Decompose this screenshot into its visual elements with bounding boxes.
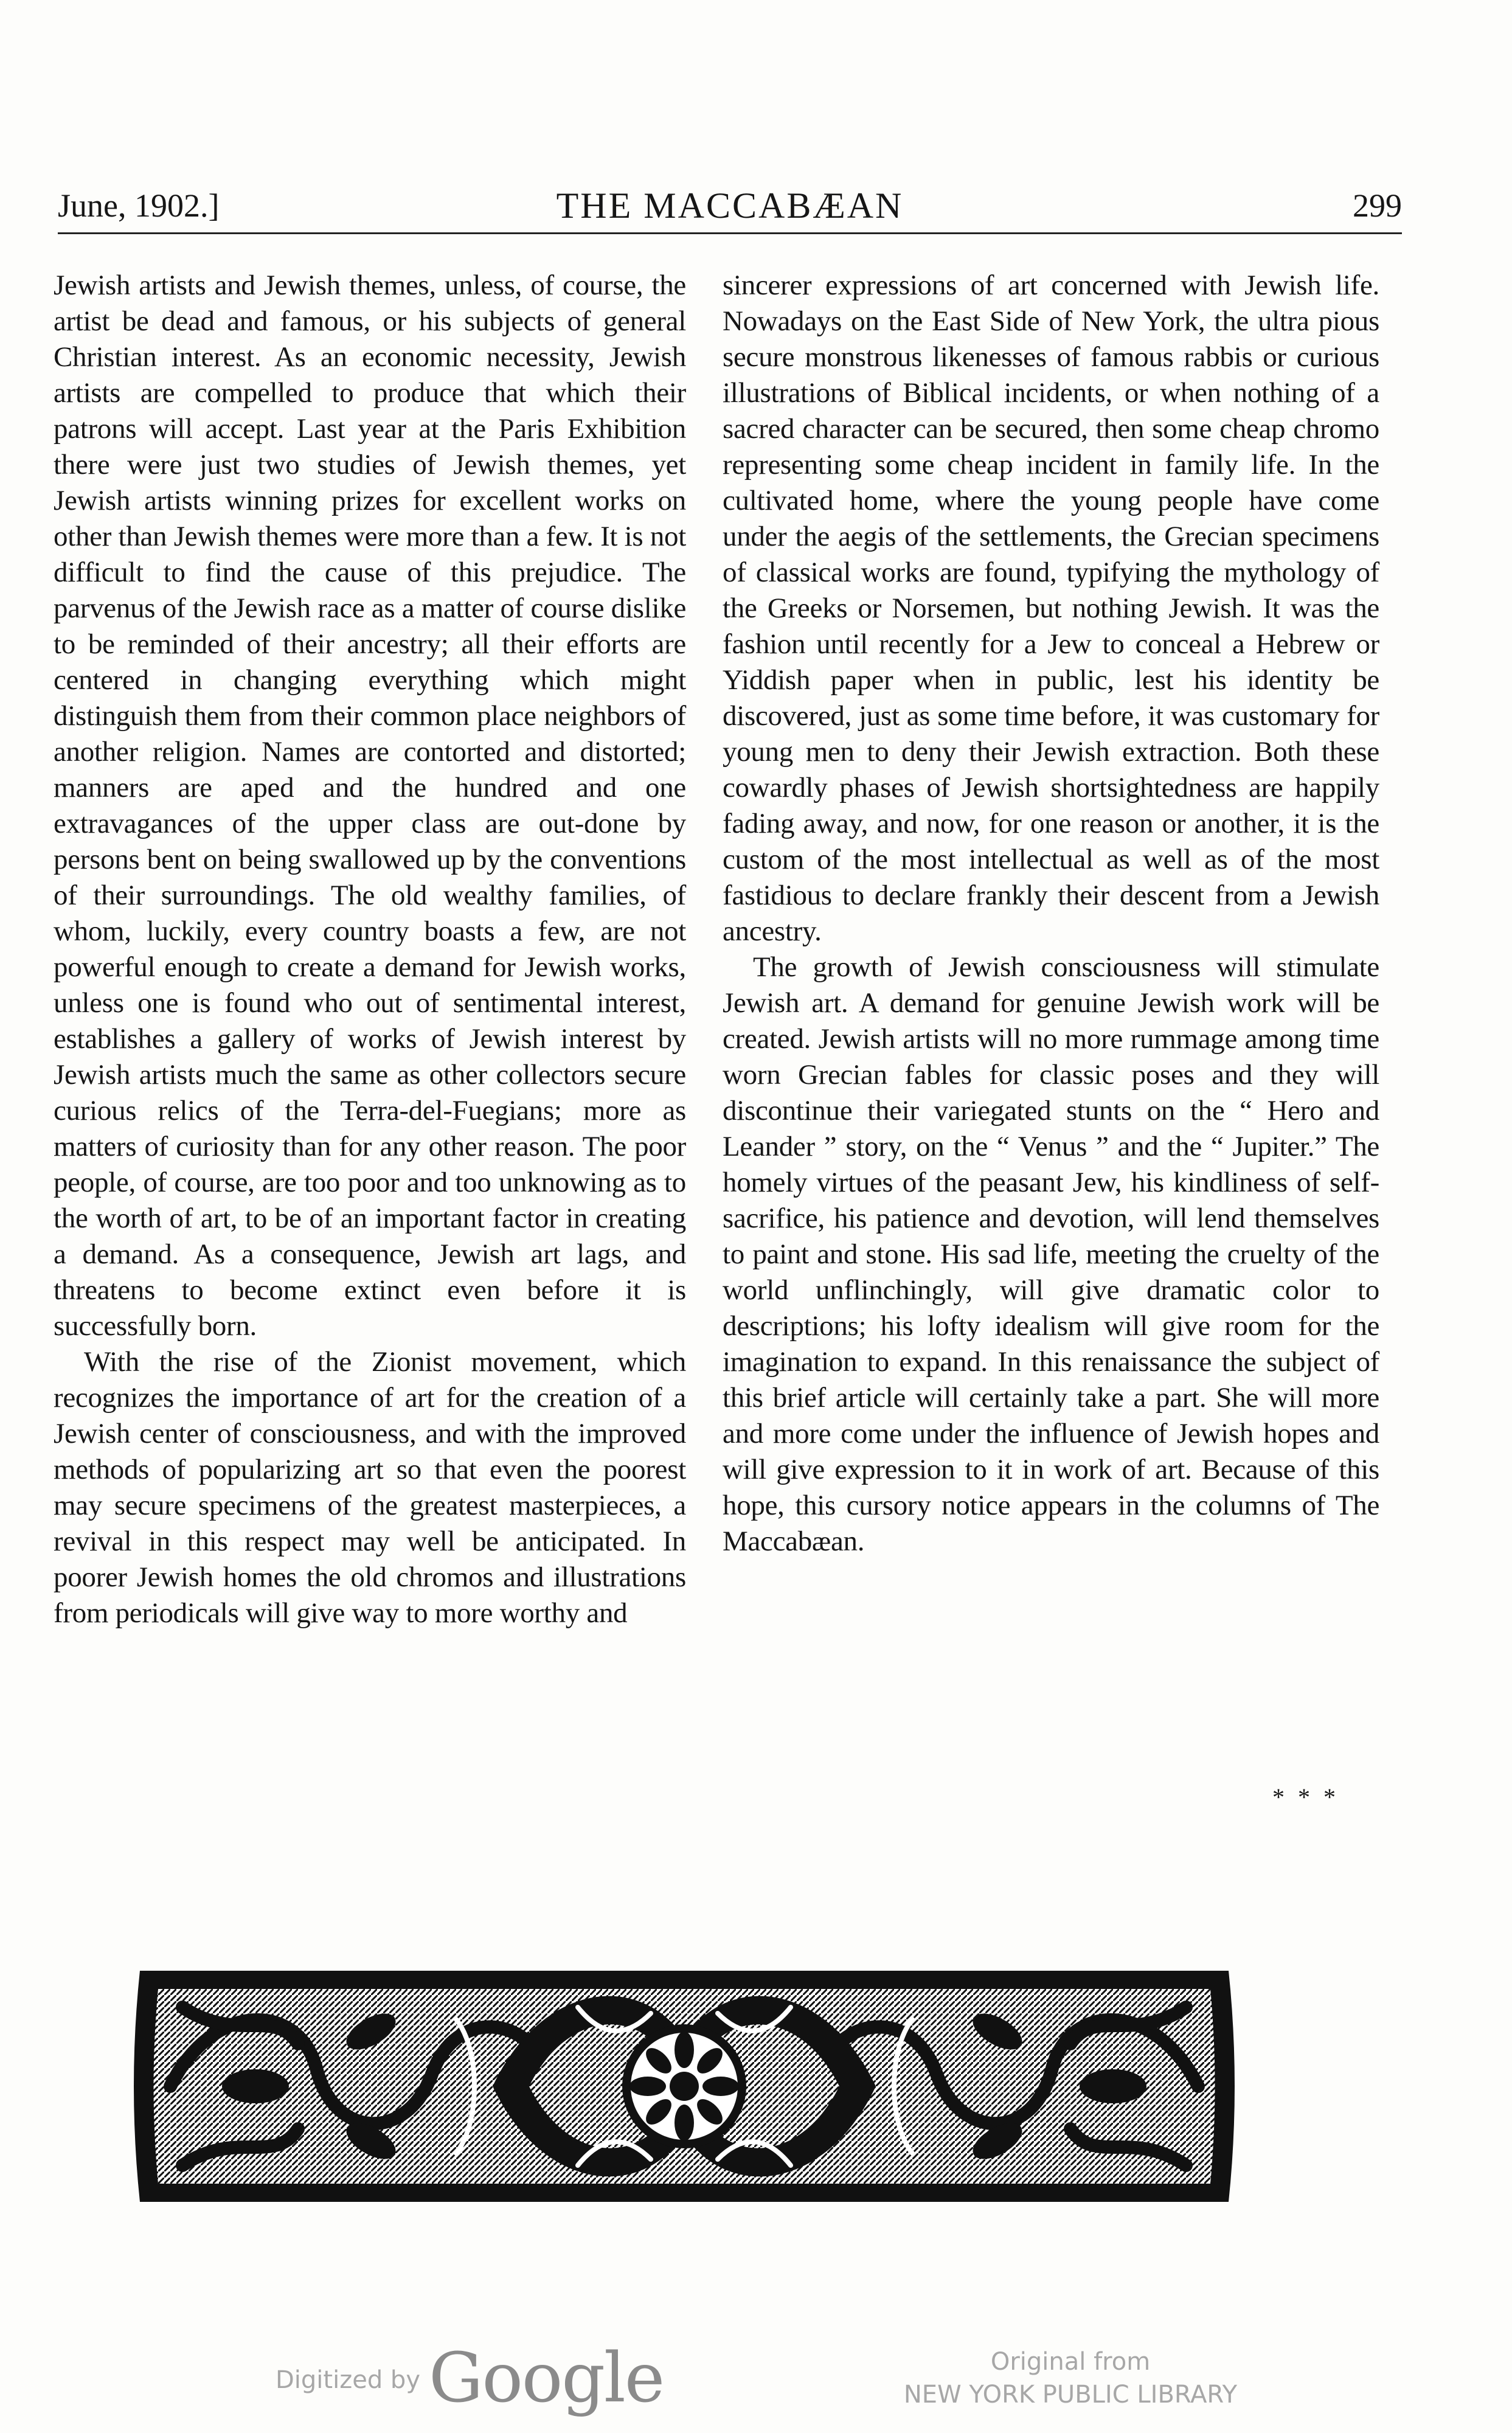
source-library-watermark — [876, 2345, 1265, 2411]
paragraph: With the rise of the Zionist movement, which recognizes the importance of art for the creation of a Jewish center of consciousness, and with the improved methods of popularizing art so that even the poorest may secure specimens of the greatest masterpieces, a revival in this respect may well be anticipated. In poorer Jewish homes the old chromos and illustrations from periodicals will give way to more worthy and — [54, 1346, 686, 1629]
google-logo: Google — [429, 2339, 664, 2418]
right-column — [723, 268, 1379, 1560]
digitized-by-label: Digitized by — [276, 2366, 420, 2394]
paragraph: The growth of Jewish consciousness will stimulate Jewish art. A demand for genuine Jewish work will be created. Jewish artists will no more rummage among time worn Grecian fables for classic poses and they will discontinue their variegated stunts on the “ Hero and Leander ” story, on the “ Venus ” and the “ Jupiter.” The homely virtues of the peasant Jew, his kindliness of self-sacrifice, his patience and devotion, will lend themselves to paint and stone. His sad life, meeting the cruelty of the world unflinchingly, will give dramatic color to descriptions; his lofty idealism will give room for the imagination to expand. In this renaissance the subject of this brief article will certainly take a part. She will more and more come under the influence of Jewish hopes and will give expression to it in work of art. Because of this hope, this cursory notice appears in the columns of The Maccabæan. — [723, 951, 1379, 1557]
page-number: 299 — [1353, 187, 1402, 224]
floral-tailpiece-ornament — [116, 1946, 1253, 2226]
journal-title: THE MACCABÆAN — [556, 186, 904, 226]
paragraph: Jewish artists and Jewish themes, unless, of course, the artist be dead and famous, or his subjects of general Christian interest. As an economic necessity, Jewish artists are compelled to produce that which their patrons will accept. Last year at the Paris Exhibition there were just two studies of Jewish themes, yet Jewish artists winning prizes for excellent works on other than Jewish themes were more than a few. It is not difficult to find the cause of this prejudice. The parvenus of the Jewish race as a matter of course dislike to be reminded of their ancestry; all their efforts are centered in changing everything which might distinguish them from their common place neighbors of another religion. Names are contorted and distorted; manners are aped and the hundred and one extravagances of the upper class are out-done by persons bent on being swallowed up by the conventions of their surroundings. The old wealthy families, of whom, luckily, every country boasts a few, are not powerful enough to create a demand for Jewish works, unless one is found who out of sentimental interest, establishes a gallery of works of Jewish interest by Jewish artists much the same as other collectors secure curious relics of the Terra-del-Fuegians; more as matters of curiosity than for any other reason. The poor people, of course, are too poor and too unknowing as to the worth of art, to be of an important factor in creating a demand. As a consequence, Jewish art lags, and threatens to become extinct even before it is successfully born. — [54, 269, 687, 1342]
header-date: June, 1902.] — [58, 187, 220, 224]
running-header — [58, 182, 1402, 234]
digitized-by-watermark — [276, 2339, 664, 2418]
library-name: NEW YORK PUBLIC LIBRARY — [903, 2381, 1238, 2409]
left-column — [54, 268, 686, 1631]
paragraph: sincerer expressions of art concerned with Jewish life. Nowadays on the East Side of New York, the ultra pious secure monstrous likenesses of famous rabbis or curious illustrations of Biblical incidents, or when nothing of a sacred character can be secured, then some cheap chromo representing some cheap incident in family life. In the cultivated home, where the young people have come under the aegis of the settlements, the Grecian specimens of classical works are found, typifying the mythology of the Greeks or Norsemen, but nothing Jewish. It was the fashion until recently for a Jew to conceal a Hebrew or Yiddish paper when in public, lest his identity be discovered, just as some time before, it was customary for young men to deny their Jewish extraction. Both these cowardly phases of Jewish shortsightedness are happily fading away, and now, for one reason or another, it is the custom of the most intellectual as well as of the most fastidious to declare frankly their descent from a Jewish ancestry. — [723, 269, 1379, 947]
asterism: * * * — [1272, 1783, 1339, 1811]
original-from-label: Original from — [990, 2348, 1151, 2376]
